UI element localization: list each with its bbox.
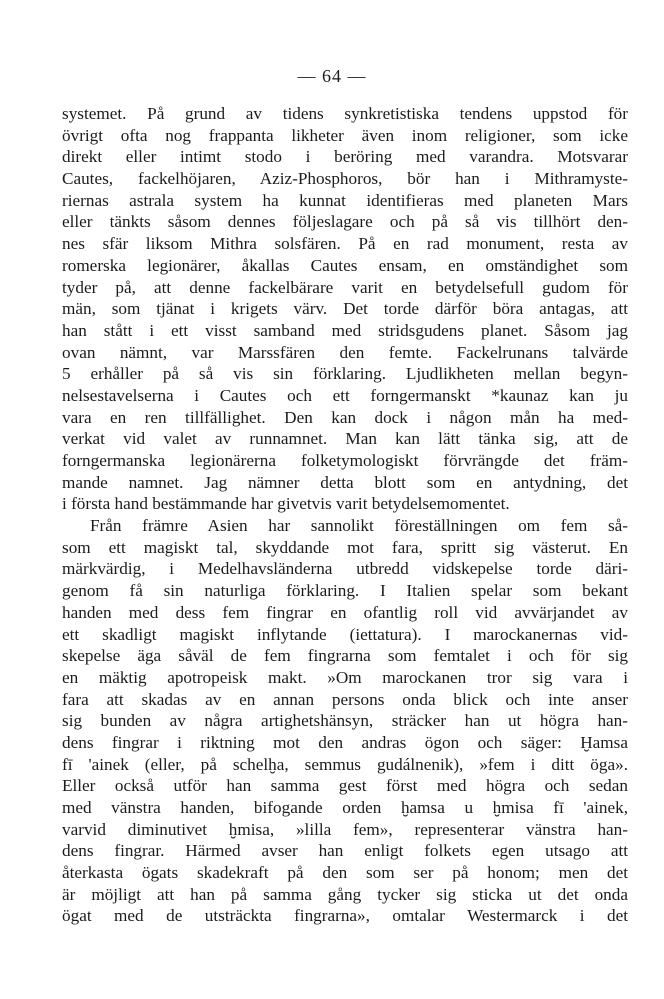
text-line: nelsestavelserna i Cautes och ett forngermanskt *kaunaz kan ju	[62, 385, 628, 405]
text-line: romerska legionärer, åkallas Cautes ensam, en omständighet som	[62, 255, 628, 275]
text-line: vara en ren tillfällighet. Den kan dock i någon mån ha med-	[62, 407, 628, 427]
text-line: en mäktig apotropeisk makt. »Om marockanen tror sig vara i	[62, 667, 628, 687]
text-line: dens fingrar i riktning mot den andras ögon och säger: Ḫamsa	[62, 732, 628, 752]
text-line: sig bunden av några artighetshänsyn, sträcker han ut högra han-	[62, 711, 628, 731]
text-line: märkvärdig, i Medelhavsländerna utbredd vidskepelse torde däri-	[62, 559, 628, 579]
text-line: fī 'ainek (eller, på schelḫa, semmus gudálnenik), »fem i ditt öga».	[62, 754, 628, 774]
text-line: återkasta ögats skadekraft på den som ser på honom; men det	[62, 863, 628, 883]
text-line: ögat med de utsträckta fingrarna», omtalar Westermarck i det	[62, 906, 628, 926]
text-line: direkt eller intimt stodo i beröring med varandra. Motsvarar	[62, 147, 628, 167]
text-line: i första hand bestämmande har givetvis varit betydelsemomentet.	[62, 494, 510, 514]
text-line: nes sfär liksom Mithra solsfären. På en rad monument, resta av	[62, 234, 628, 254]
text-line: systemet. På grund av tidens synkretistiska tendens uppstod för	[62, 104, 628, 123]
text-line: skepelse äga såväl de fem fingrarna som femtalet i och för sig	[62, 646, 628, 666]
text-line: Från främre Asien har sannolikt föreställningen om fem så-	[90, 516, 628, 536]
text-line: genom få sin naturliga förklaring. I Italien spelar som bekant	[62, 581, 628, 601]
text-line: är möjligt att han på samma gång tycker sig sticka ut det onda	[62, 884, 628, 904]
page-number: — 64 —	[297, 66, 367, 86]
text-line: tyder på, att denne fackelbärare varit en betydelsefull gudom för	[62, 277, 628, 297]
text-line: med vänstra handen, bifogande orden ḫamsa u ḫmisa fī 'ainek,	[62, 798, 628, 817]
text-line: handen med dess fem fingrar en ofantlig roll vid avvärjandet av	[62, 602, 628, 622]
text-line: Eller också utför han samma gest först med högra och sedan	[62, 776, 628, 796]
text-line: varvid diminutivet ḫmisa, »lilla fem», representerar vänstra han-	[62, 819, 628, 839]
text-line: eller tänkts såsom dennes följeslagare och på så vis tillhört den-	[62, 212, 628, 232]
text-line: män, som tjänat i krigets värv. Det torde därför böra antagas, att	[62, 299, 628, 319]
text-line: dens fingrar. Härmed avser han enligt folkets egen utsago att	[62, 841, 628, 861]
body-text	[62, 103, 628, 927]
text-line: Cautes, fackelhöjaren, Aziz-Phosphoros, bör han i Mithramyste-	[62, 169, 628, 189]
text-line: fara att skadas av en annan persons onda blick och inte anser	[62, 689, 628, 709]
text-line: 5 erhåller på så vis sin förklaring. Ljudlikheten mellan begyn-	[62, 364, 628, 384]
text-line: ett skadligt magiskt inflytande (iettatura). I marockanernas vid-	[62, 624, 628, 644]
text-line: övrigt ofta nog frappanta likheter även inom religioner, som icke	[62, 125, 628, 145]
text-line: verkat vid valet av runnamnet. Man kan lätt tänka sig, att de	[62, 429, 628, 449]
text-line: riernas astrala system ha kunnat identifieras med planeten Mars	[62, 190, 628, 210]
text-line: forngermanska legionärerna folketymologiskt förvrängde det främ-	[62, 451, 628, 470]
text-line: ovan nämnt, var Marssfären den femte. Fackelrunans talvärde	[62, 342, 628, 362]
text-line: som ett magiskt tal, skyddande mot fara, spritt sig västerut. En	[62, 537, 628, 557]
text-line: han stått i ett visst samband med stridsgudens planet. Såsom jag	[62, 320, 628, 340]
text-line: mande namnet. Jag nämner detta blott som en antydning, det	[62, 472, 628, 492]
